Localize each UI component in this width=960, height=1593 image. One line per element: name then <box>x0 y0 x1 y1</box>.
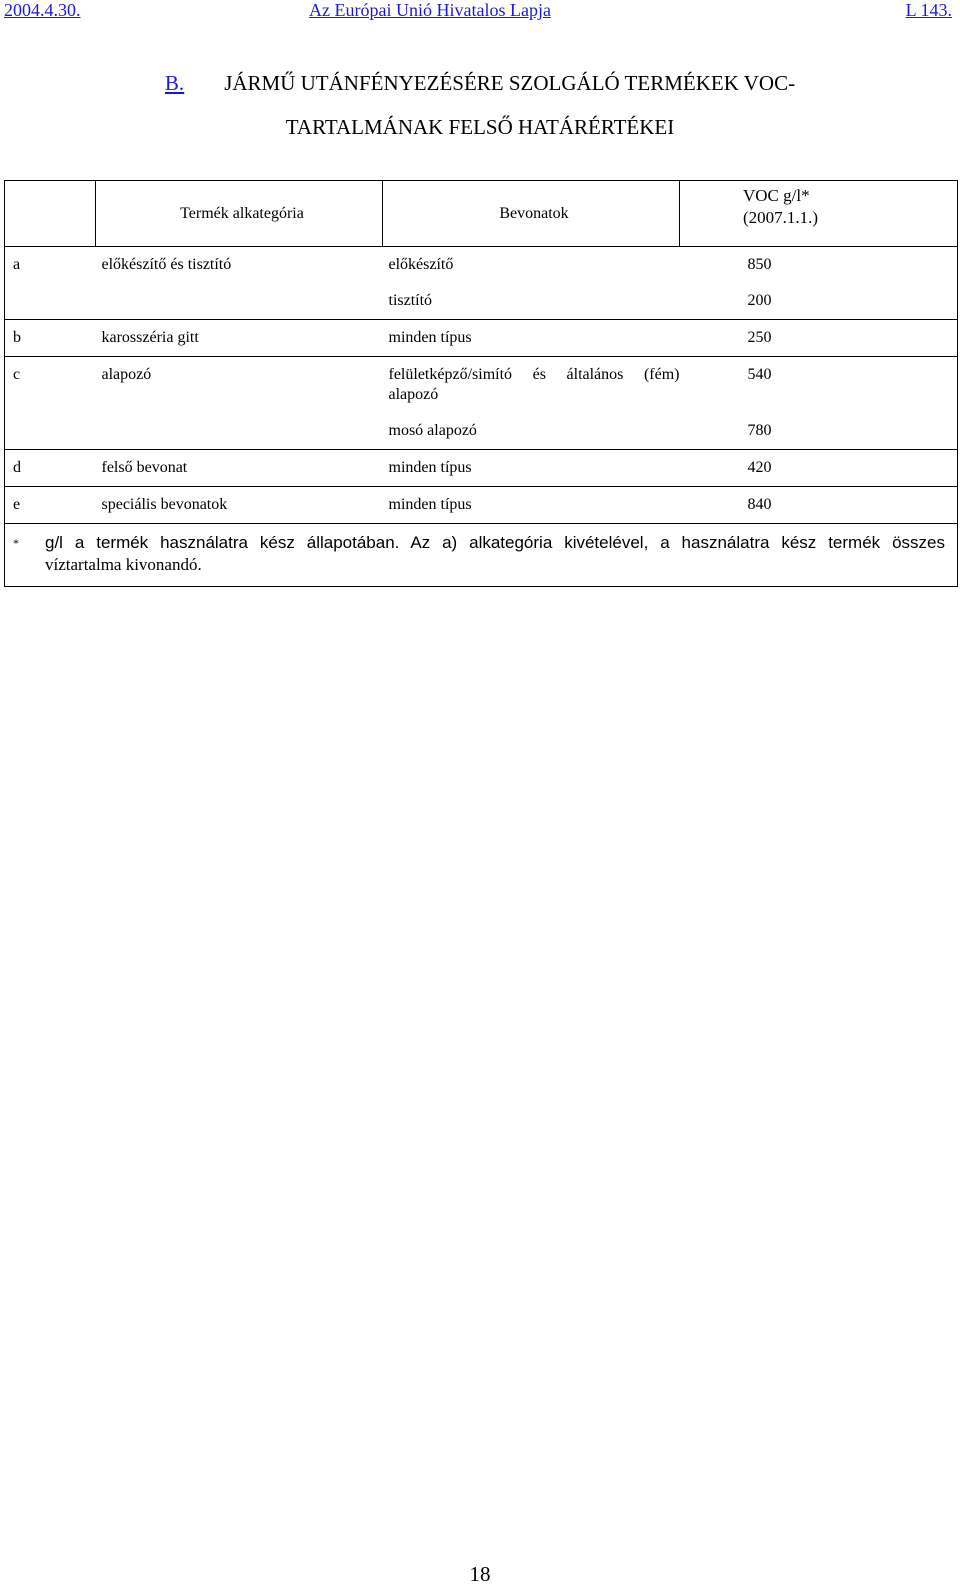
table-row <box>5 275 958 320</box>
footnote-cell <box>5 524 958 587</box>
row-voc-value: 200 <box>680 275 958 320</box>
row-coating: mosó alapozó <box>388 422 477 439</box>
table-row <box>5 357 958 406</box>
row-letter: d <box>5 450 96 487</box>
section-title-text-1: JÁRMŰ UTÁNFÉNYEZÉSÉRE SZOLGÁLÓ TERMÉKEK VOC- <box>224 71 796 95</box>
voc-limits-table <box>4 180 958 587</box>
row-voc-value: 840 <box>680 487 958 524</box>
row-letter <box>5 405 96 450</box>
table-row <box>5 487 958 524</box>
row-coating: előkészítő <box>383 247 680 276</box>
row-subcategory: felső bevonat <box>96 450 383 487</box>
footnote-mark: * <box>13 536 19 550</box>
table-row <box>5 405 958 450</box>
table-row <box>5 247 958 276</box>
row-subcategory: karosszéria gitt <box>96 320 383 357</box>
section-title-line-2: TARTALMÁNAK FELSŐ HATÁRÉRTÉKEI <box>285 115 675 139</box>
row-letter: a <box>5 247 96 276</box>
table-header-row <box>5 181 958 247</box>
row-letter <box>5 275 96 320</box>
page-number: 18 <box>469 1562 491 1586</box>
row-coating: tisztító <box>388 292 433 309</box>
row-voc-value: 780 <box>680 405 958 450</box>
row-voc-value: 420 <box>680 450 958 487</box>
footnote-line-1: g/l a termék használatra kész állapotában. Az a) alkategória kivételével, a használatra kész termék összes <box>45 533 945 552</box>
header-issue-link[interactable]: L 143. <box>905 0 952 20</box>
header-empty-cell <box>5 181 96 247</box>
footnote-text <box>45 532 945 554</box>
header-journal-link[interactable]: Az Európai Unió Hivatalos Lapja <box>309 0 551 20</box>
header-coatings: Bevonatok <box>383 181 680 247</box>
row-letter: b <box>5 320 96 357</box>
header-subcategory: Termék alkategória <box>96 181 383 247</box>
row-subcategory <box>96 275 383 320</box>
page-header <box>4 0 952 24</box>
row-coating: felületképző/simító és általános (fém) alapozó <box>383 357 680 406</box>
row-coating: minden típus <box>383 450 680 487</box>
table-row <box>5 320 958 357</box>
header-date-link[interactable]: 2004.4.30. <box>4 0 81 20</box>
row-subcategory: előkészítő és tisztító <box>96 247 383 276</box>
row-voc-value: 250 <box>680 320 958 357</box>
section-letter-link[interactable]: B. <box>164 71 185 95</box>
row-letter: c <box>5 357 96 406</box>
row-subcategory: speciális bevonatok <box>96 487 383 524</box>
header-voc <box>680 181 958 247</box>
header-voc-unit: VOC g/l* <box>743 186 810 205</box>
row-voc-value: 850 <box>680 247 958 276</box>
row-subcategory: alapozó <box>96 357 383 406</box>
table-row <box>5 450 958 487</box>
row-subcategory <box>96 405 383 450</box>
footnote-row <box>5 524 958 587</box>
header-voc-date: (2007.1.1.) <box>743 208 819 227</box>
row-letter: e <box>5 487 96 524</box>
row-voc-value: 540 <box>680 357 958 406</box>
row-coating: minden típus <box>383 320 680 357</box>
footnote-line-2: víztartalma kivonandó. <box>45 555 202 574</box>
row-coating: minden típus <box>383 487 680 524</box>
section-title-line-1 <box>0 62 960 104</box>
